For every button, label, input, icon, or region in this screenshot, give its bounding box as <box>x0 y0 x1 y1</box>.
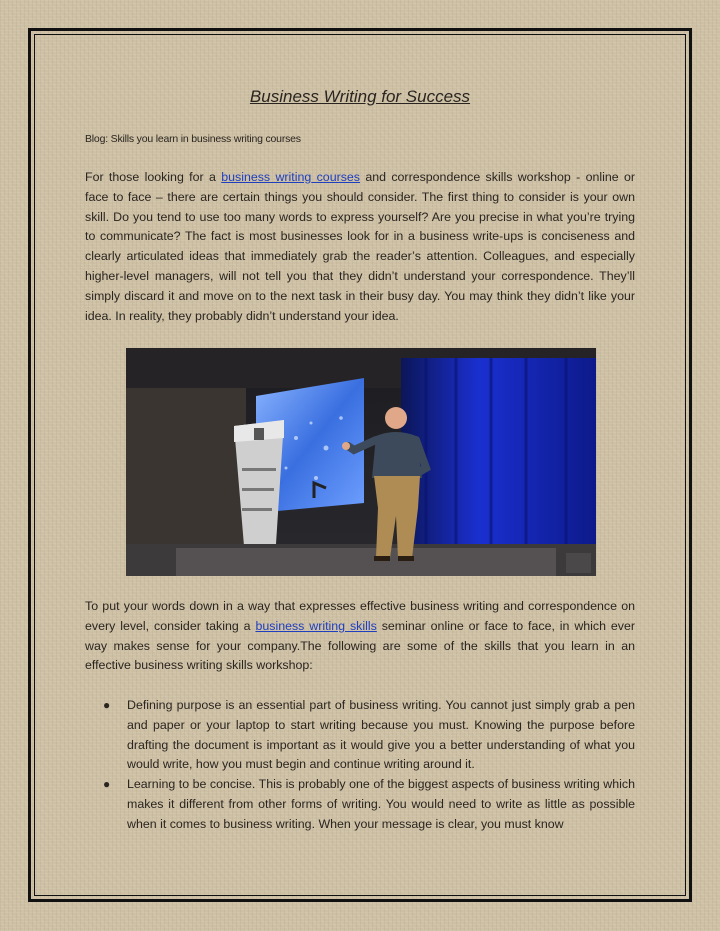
blog-subtitle: Blog: Skills you learn in business writing courses <box>85 133 301 145</box>
link-text-small: courses <box>316 170 360 184</box>
bullet-icon: ● <box>103 698 111 712</box>
list-item <box>85 775 635 834</box>
speaker-photo-illustration <box>126 348 596 576</box>
list-item-text: Defining purpose is an essential part of business writing. You cannot just simply grab a pen and paper or your laptop to start writing because you must. Knowing the purpose before drafting the document is important as it would give you a better understanding of what you would write, how you must begin and continue writing around it. <box>127 698 635 772</box>
intro-paragraph <box>85 168 635 326</box>
speaker-on-stage-photo <box>126 348 596 576</box>
skills-list <box>85 696 635 835</box>
business-writing-skills-link[interactable]: business writing skills <box>255 618 377 633</box>
business-writing-courses-link[interactable] <box>221 170 360 184</box>
intro-text-after-link: and correspondence skills workshop - online or face to face – there are certain things you should consider. The first thing to consider is your own skill. Do you tend to use too many words to express yourself? Are you precise in what you’re trying to communicate? The fact is most businesses look for in a business write-ups is conciseness and clearly articulated ideas that immediately grab the reader’s attention. Colleagues, and especially higher-level managers, will not tell you that they didn’t understand your correspondence. They’ll simply discard it and move on to the next task in their busy day. You may think they didn’t like your idea. In reality, they probably didn’t understand your idea. <box>85 170 635 323</box>
intro-text-before-link: For those looking for a <box>85 170 222 184</box>
skills-text-before-link: To put your words down in a way that expresses effective business writing and correspondence on every level, consider taking a <box>85 599 635 633</box>
page-title: Business Writing for Success <box>249 87 471 106</box>
skills-text-after-link: seminar online or face to face, in which ever way makes sense for your company.The following are some of the skills that you learn in an effective business writing skills workshop: <box>85 618 636 673</box>
link-text-main: business writing <box>221 170 312 184</box>
list-item <box>85 696 635 775</box>
skills-paragraph <box>85 597 635 676</box>
list-item-text: Learning to be concise. This is probably one of the biggest aspects of business writing which makes it different from other forms of writing. You would need to write as little as possible when it comes to business writing. When your message is clear, you must know <box>127 777 635 831</box>
bullet-icon: ● <box>103 777 111 792</box>
